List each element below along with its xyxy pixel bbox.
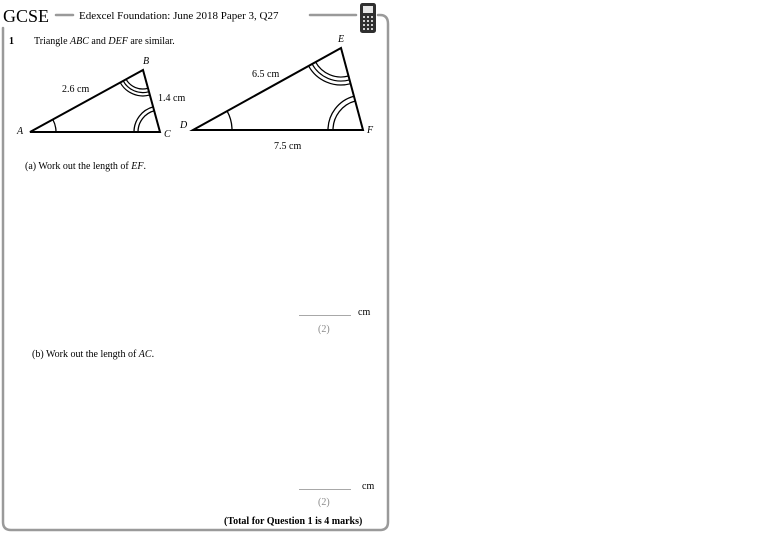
- gcse-brand: GCSE: [3, 6, 50, 26]
- vertex-label-d: D: [180, 120, 188, 131]
- paper-source: Edexcel Foundation: June 2018 Paper 3, Q27: [79, 10, 279, 22]
- side-de-length: 6.5 cm: [252, 69, 280, 80]
- triangle-abc: [30, 70, 160, 132]
- vertex-label-a: A: [17, 126, 24, 137]
- part-a-answer-line[interactable]: [299, 315, 351, 316]
- angle-a-arc: [53, 120, 56, 133]
- total-marks: (Total for Question 1 is 4 marks): [224, 516, 363, 527]
- angle-b-arcs: [120, 79, 149, 96]
- part-b-marks: (2): [318, 497, 330, 508]
- angle-f-arcs: [328, 96, 355, 130]
- vertex-label-f: F: [367, 125, 374, 136]
- side-ab-length: 2.6 cm: [62, 84, 90, 95]
- part-b-unit: cm: [362, 481, 375, 492]
- vertex-label-b: B: [143, 56, 150, 67]
- part-a-marks: (2): [318, 324, 330, 335]
- triangle-def: [193, 48, 363, 130]
- question-number: 1: [9, 36, 14, 47]
- part-a-unit: cm: [358, 307, 371, 318]
- question-statement: Triangle ABC and DEF are similar.: [34, 36, 175, 47]
- angle-e-arcs: [309, 62, 351, 85]
- calculator-icon: [360, 3, 376, 33]
- part-a-prompt: (a) Work out the length of EF.: [25, 161, 146, 172]
- side-bc-length: 1.4 cm: [158, 93, 186, 104]
- vertex-label-e: E: [338, 34, 345, 45]
- vertex-label-c: C: [164, 129, 171, 140]
- angle-d-arc: [227, 111, 232, 130]
- part-b-prompt: (b) Work out the length of AC.: [32, 349, 155, 360]
- angle-c-arcs: [134, 107, 154, 132]
- side-df-length: 7.5 cm: [274, 141, 302, 152]
- part-b-answer-line[interactable]: [299, 489, 351, 490]
